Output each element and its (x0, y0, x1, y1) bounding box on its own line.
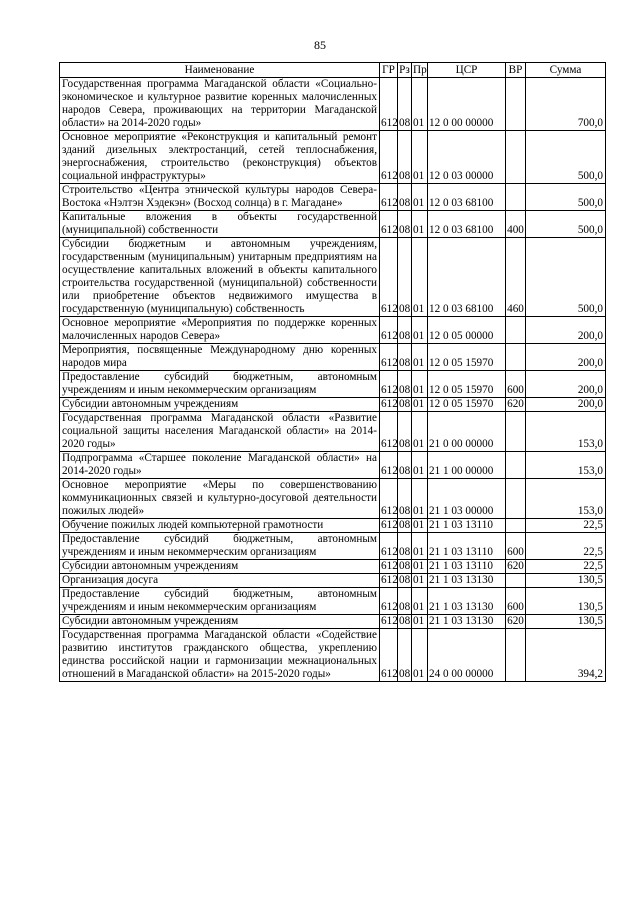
row-vr (506, 78, 526, 131)
table-row (60, 398, 606, 412)
row-csr: 21 1 03 13130 (428, 615, 506, 629)
row-rz: 08 (398, 317, 412, 344)
row-sum: 153,0 (526, 479, 606, 519)
table-row (60, 479, 606, 519)
table-row (60, 412, 606, 452)
row-vr (506, 519, 526, 533)
row-vr (506, 412, 526, 452)
row-csr: 12 0 03 00000 (428, 131, 506, 184)
row-name: Подпрограмма «Старшее поколение Магаданской области» на 2014-2020 годы» (60, 452, 380, 479)
row-name: Субсидии автономным учреждениям (60, 398, 380, 412)
row-rz: 08 (398, 588, 412, 615)
row-name: Субсидии автономным учреждениям (60, 615, 380, 629)
row-csr: 12 0 00 00000 (428, 78, 506, 131)
header-vr: ВР (506, 63, 526, 78)
row-gr: 612 (380, 533, 398, 560)
row-pr: 01 (412, 238, 428, 317)
row-pr: 01 (412, 615, 428, 629)
row-csr: 12 0 03 68100 (428, 211, 506, 238)
row-name: Организация досуга (60, 574, 380, 588)
table-row (60, 574, 606, 588)
row-csr: 21 1 03 13130 (428, 574, 506, 588)
row-vr: 400 (506, 211, 526, 238)
row-rz: 08 (399, 574, 411, 586)
header-gr: ГР (380, 63, 398, 78)
row-csr: 21 1 03 13110 (428, 533, 506, 560)
row-sum: 153,0 (526, 452, 606, 479)
table-row (60, 344, 606, 371)
row-pr: 01 (412, 533, 428, 560)
row-gr: 612 (380, 452, 398, 479)
header-sum: Сумма (526, 63, 606, 78)
row-sum: 500,0 (526, 238, 606, 317)
row-vr: 600 (506, 588, 526, 615)
row-name: Предоставление субсидий бюджетным, автономным учреждениям и иным некоммерческим организациям (60, 371, 380, 398)
row-rz: 08 (398, 78, 412, 131)
row-pr: 01 (412, 344, 428, 371)
table-row (60, 371, 606, 398)
row-pr: 01 (412, 78, 428, 131)
row-gr: 612 (380, 184, 398, 211)
row-sum: 500,0 (526, 184, 606, 211)
row-name: Строительство «Центра этнической культуры народов Севера-Востока «Нэлтэн Хэдекэн» (Восход солнца) в г. Магадане» (60, 184, 380, 211)
row-sum: 500,0 (526, 131, 606, 184)
row-rz: 08 (398, 211, 412, 238)
table-row (60, 184, 606, 211)
row-csr: 12 0 03 68100 (428, 184, 506, 211)
row-rz: 08 (398, 344, 412, 371)
table-row (60, 519, 606, 533)
row-sum: 22,5 (526, 533, 606, 560)
row-sum: 22,5 (526, 560, 606, 574)
row-sum: 130,5 (526, 574, 606, 588)
row-gr: 612 (381, 519, 398, 531)
row-name: Основное мероприятие «Мероприятия по поддержке коренных малочисленных народов Севера» (60, 317, 380, 344)
row-vr: 460 (506, 238, 526, 317)
row-csr: 21 1 03 13130 (428, 588, 506, 615)
row-csr: 12 0 05 15970 (428, 344, 506, 371)
row-sum: 500,0 (526, 211, 606, 238)
row-gr: 612 (380, 78, 398, 131)
row-pr: 01 (412, 398, 428, 412)
row-name: Основное мероприятие «Меры по совершенствованию коммуникационных связей и культурно-досуговой деятельности пожилых людей» (60, 479, 380, 519)
row-sum: 130,5 (526, 588, 606, 615)
row-rz: 08 (398, 184, 412, 211)
row-vr (506, 574, 526, 588)
row-pr: 01 (412, 588, 428, 615)
row-pr: 01 (412, 131, 428, 184)
row-pr: 01 (412, 317, 428, 344)
table-row (60, 78, 606, 131)
row-name: Основное мероприятие «Реконструкция и капитальный ремонт зданий дизельных электростанций, сетей теплоснабжения, энергоснабжения, строительство (реконструкция) объектов социальной инфраструктуры» (60, 131, 380, 184)
row-vr (506, 344, 526, 371)
row-csr: 21 1 03 13110 (428, 519, 506, 533)
row-name: Обучение пожилых людей компьютерной грамотности (60, 519, 380, 533)
row-csr: 12 0 05 15970 (428, 398, 506, 412)
row-name: Субсидии бюджетным и автономным учреждениям, государственным (муниципальным) унитарным предприятиям на осуществление капитальных вложений в объекты капитального строительства государственной (муниципальной) собственности или приобретение объектов недвижимого имущества в государственную (муниципальную) собственность (60, 238, 380, 317)
row-rz: 08 (398, 412, 412, 452)
row-pr: 01 (412, 371, 428, 398)
row-name: Предоставление субсидий бюджетным, автономным учреждениям и иным некоммерческим организациям (60, 588, 380, 615)
row-rz: 08 (398, 452, 412, 479)
row-rz: 08 (398, 479, 412, 519)
row-gr: 612 (381, 560, 398, 572)
row-rz: 08 (398, 131, 412, 184)
header-csr: ЦСР (428, 63, 506, 78)
row-gr: 612 (380, 629, 398, 682)
row-gr: 612 (381, 398, 398, 410)
row-gr: 612 (380, 317, 398, 344)
row-pr: 01 (412, 479, 428, 519)
row-gr: 612 (380, 371, 398, 398)
row-pr: 01 (412, 452, 428, 479)
row-rz: 08 (398, 238, 412, 317)
row-sum: 130,5 (526, 615, 606, 629)
table-row (60, 211, 606, 238)
row-gr: 612 (380, 588, 398, 615)
row-vr (506, 317, 526, 344)
row-csr: 21 1 03 00000 (428, 479, 506, 519)
table-row (60, 588, 606, 615)
row-gr: 612 (380, 479, 398, 519)
row-vr: 600 (506, 371, 526, 398)
row-name: Государственная программа Магаданской области «Социально-экономическое и культурное развитие коренных малочисленных народов Севера, проживающих на территории Магаданской области» на 2014-2020 годы» (60, 78, 380, 131)
row-name: Мероприятия, посвященные Международному дню коренных народов мира (60, 344, 380, 371)
row-name: Государственная программа Магаданской области «Развитие социальной защиты населения Магаданской области» на 2014-2020 годы» (60, 412, 380, 452)
row-vr: 620 (507, 560, 524, 572)
row-gr: 612 (380, 412, 398, 452)
row-pr: 01 (412, 412, 428, 452)
row-name: Государственная программа Магаданской области «Содействие развитию институтов гражданского общества, укреплению единства российской нации и гармонизации межнациональных отношений в Магаданской области» на 2015-2020 годы» (60, 629, 380, 682)
table-row (60, 560, 606, 574)
row-csr: 21 0 00 00000 (428, 412, 506, 452)
row-vr (506, 479, 526, 519)
row-rz: 08 (399, 519, 411, 531)
row-vr (506, 629, 526, 682)
row-vr (506, 184, 526, 211)
row-name: Капитальные вложения в объекты государственной (муниципальной) собственности (60, 211, 380, 238)
table-header-row (60, 63, 606, 78)
row-sum: 200,0 (526, 344, 606, 371)
row-name: Предоставление субсидий бюджетным, автономным учреждениям и иным некоммерческим организациям (60, 533, 380, 560)
row-vr: 620 (507, 615, 524, 627)
row-rz: 08 (399, 615, 411, 627)
row-gr: 612 (380, 211, 398, 238)
row-csr: 12 0 03 68100 (428, 238, 506, 317)
row-pr: 01 (412, 184, 428, 211)
row-csr: 21 1 03 13110 (428, 560, 506, 574)
row-sum: 22,5 (526, 519, 606, 533)
row-sum: 700,0 (526, 78, 606, 131)
table-row (60, 629, 606, 682)
row-rz: 08 (399, 560, 411, 572)
row-pr: 01 (412, 519, 428, 533)
row-pr: 01 (412, 574, 428, 588)
row-gr: 612 (380, 131, 398, 184)
row-sum: 153,0 (526, 412, 606, 452)
row-vr: 600 (506, 533, 526, 560)
table-row (60, 131, 606, 184)
row-rz: 08 (399, 398, 411, 410)
page-number: 85 (314, 38, 326, 52)
row-name: Субсидии автономным учреждениям (60, 560, 380, 574)
table-row (60, 533, 606, 560)
row-pr: 01 (412, 629, 428, 682)
row-pr: 01 (412, 211, 428, 238)
row-vr (506, 452, 526, 479)
row-rz: 08 (398, 533, 412, 560)
budget-table (59, 62, 606, 682)
row-gr: 612 (380, 238, 398, 317)
header-rz: Рз (399, 63, 410, 76)
row-rz: 08 (398, 629, 412, 682)
row-sum: 200,0 (526, 371, 606, 398)
row-vr: 620 (507, 398, 524, 410)
row-sum: 200,0 (526, 398, 606, 412)
header-pr: Пр (413, 63, 427, 76)
row-csr: 21 1 00 00000 (428, 452, 506, 479)
row-gr: 612 (380, 344, 398, 371)
header-name: Наименование (60, 63, 380, 78)
row-rz: 08 (398, 371, 412, 398)
row-sum: 200,0 (526, 317, 606, 344)
row-pr: 01 (412, 560, 428, 574)
row-csr: 24 0 00 00000 (428, 629, 506, 682)
row-sum: 394,2 (526, 629, 606, 682)
table-row (60, 615, 606, 629)
row-csr: 12 0 05 00000 (428, 317, 506, 344)
row-gr: 612 (381, 615, 398, 627)
row-csr: 12 0 05 15970 (428, 371, 506, 398)
table-row (60, 317, 606, 344)
table-row (60, 452, 606, 479)
row-gr: 612 (381, 574, 398, 586)
table-row (60, 238, 606, 317)
row-vr (506, 131, 526, 184)
